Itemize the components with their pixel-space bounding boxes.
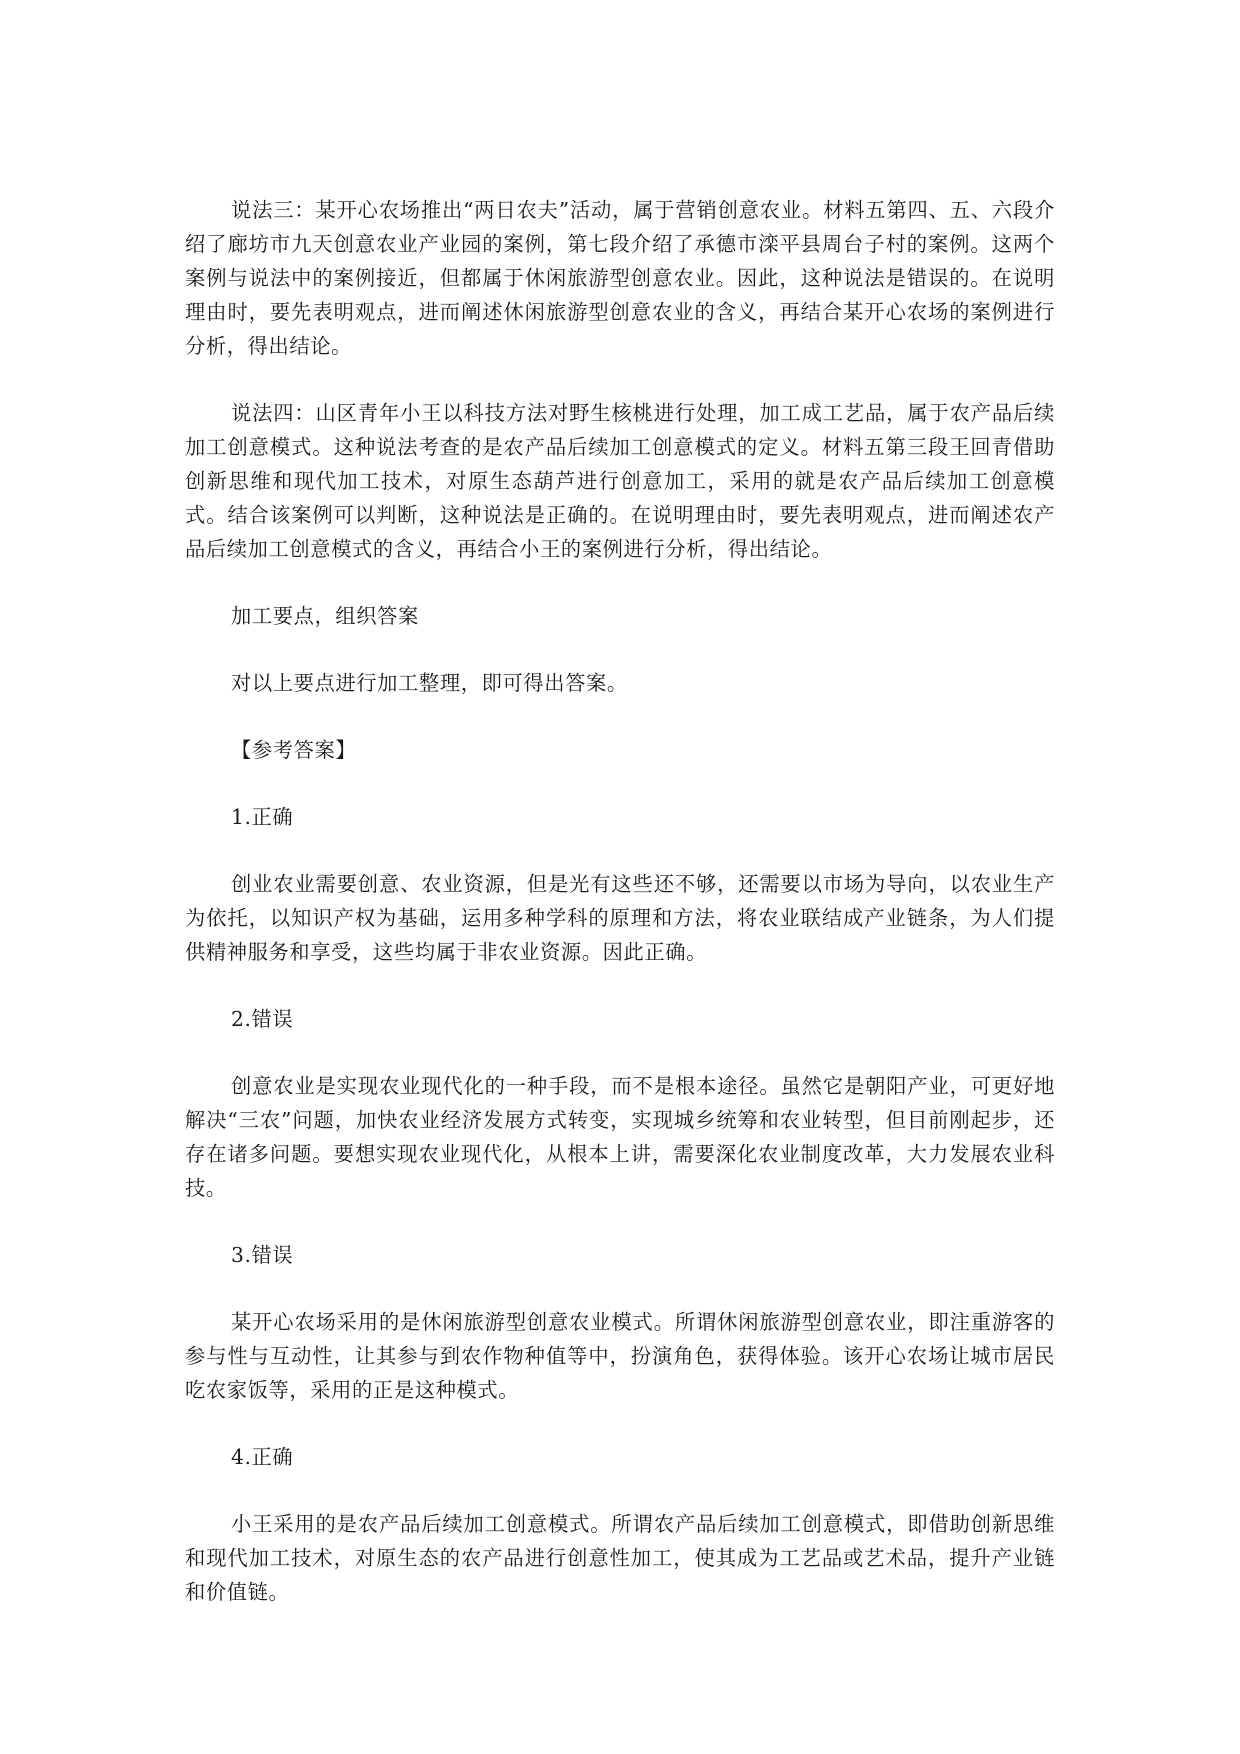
answer-4-heading: 4.正确 <box>231 1445 294 1469</box>
paragraph-argument-four: 说法四：山区青年小王以科技方法对野生核桃进行处理，加工成工艺品，属于农产品后续加工创意模式。这种说法考查的是农产品后续加工创意模式的定义。材料五第三段王回青借助创新思维和现代加工技术，对原生态葫芦进行创意加工，采用的就是农产品后续加工创意模式。结合该案例可以判断，这种说法是正确的。在说明理由时，要先表明观点，进而阐述农产品后续加工创意模式的含义，再结合小王的案例进行分析，得出结论。 <box>185 401 1055 561</box>
paragraph-argument-three: 说法三：某开心农场推出“两日农夫”活动，属于营销创意农业。材料五第四、五、六段介绍了廊坊市九天创意农业产业园的案例，第七段介绍了承德市滦平县周台子村的案例。这两个案例与说法中的案例接近，但都属于休闲旅游型创意农业。因此，这种说法是错误的。在说明理由时，要先表明观点，进而阐述休闲旅游型创意农业的含义，再结合某开心农场的案例进行分析，得出结论。 <box>185 198 1055 358</box>
answer-3-text: 某开心农场采用的是休闲旅游型创意农业模式。所谓休闲旅游型创意农业，即注重游客的参与性与互动性，让其参与到农作物种值等中，扮演角色，获得体验。该开心农场让城市居民吃农家饭等，采用的正是这种模式。 <box>185 1310 1055 1402</box>
answer-3-heading: 3.错误 <box>231 1243 294 1267</box>
reference-answer-heading: 【参考答案】 <box>231 738 357 762</box>
answer-2-text: 创意农业是实现农业现代化的一种手段，而不是根本途径。虽然它是朝阳产业，可更好地解决“三农”问题，加快农业经济发展方式转变，实现城乡统筹和农业转型，但目前刚起步，还存在诸多问题。要想实现农业现代化，从根本上讲，需要深化农业制度改革，大力发展农业科技。 <box>185 1074 1055 1200</box>
answer-4-text: 小王采用的是农产品后续加工创意模式。所谓农产品后续加工创意模式，即借助创新思维和现代加工技术，对原生态的农产品进行创意性加工，使其成为工艺品或艺术品，提升产业链和价值链。 <box>185 1512 1055 1604</box>
paragraph-process-points: 加工要点，组织答案 <box>231 604 419 628</box>
answer-1-heading: 1.正确 <box>231 805 294 829</box>
answer-2-heading: 2.错误 <box>231 1007 294 1031</box>
paragraph-organize-answer: 对以上要点进行加工整理，即可得出答案。 <box>231 671 628 695</box>
answer-1-text: 创业农业需要创意、农业资源，但是光有这些还不够，还需要以市场为导向，以农业生产为依托，以知识产权为基础，运用多种学科的原理和方法，将农业联结成产业链条，为人们提供精神服务和享受，这些均属于非农业资源。因此正确。 <box>185 872 1055 964</box>
document-body <box>185 193 1055 1642</box>
